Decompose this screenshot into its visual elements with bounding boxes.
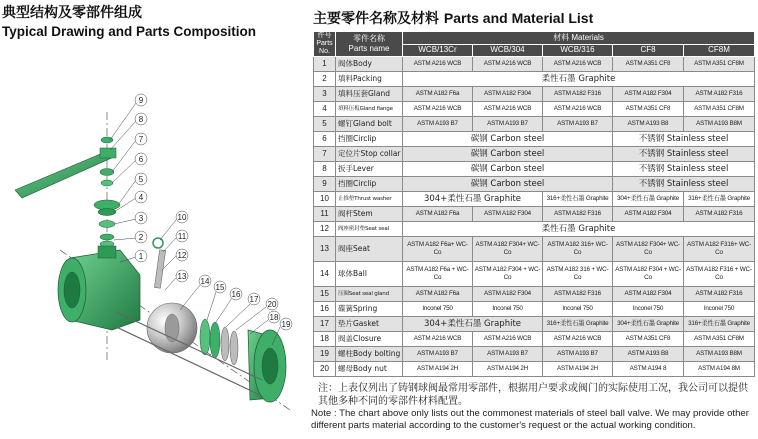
material-cell: ASTM A182 F316 + WC-Co — [684, 262, 755, 287]
material-cell: ASTM A182 F304+ WC-Co — [613, 237, 684, 262]
part-no: 1 — [314, 57, 336, 72]
part-no: 7 — [314, 147, 336, 162]
part-name: 填料压板Gland flange — [336, 102, 403, 117]
exploded-valve-drawing — [0, 80, 300, 430]
table-row — [314, 287, 755, 302]
table-row — [314, 332, 755, 347]
material-cell: ASTM A182 F6a — [403, 87, 473, 102]
material-cell: Inconel 750 — [473, 302, 543, 317]
material-cell-merged: 不锈钢 Stainless steel — [613, 162, 755, 177]
material-cell: 316+柔性石墨 Graphite — [684, 317, 755, 332]
material-cell: ASTM A216 WCB — [543, 57, 613, 72]
part-name: 碟簧Spring — [336, 302, 403, 317]
material-cell: 316+柔性石墨 Graphite — [543, 317, 613, 332]
material-cell-merged: 304+柔性石墨 Graphite — [403, 192, 543, 207]
drawing-title-en: Typical Drawing and Parts Composition — [2, 24, 257, 39]
part-no: 14 — [314, 262, 336, 287]
header-materials: 材料 Materials — [403, 32, 755, 45]
header-parts-no-en2: No. — [319, 48, 330, 55]
part-name: 填料压套Gland — [336, 87, 403, 102]
material-cell-merged: 柔性石墨 Graphite — [403, 222, 755, 237]
material-cell: ASTM A182 F304 — [473, 287, 543, 302]
header-parts-no-cn: 件号 — [317, 32, 332, 39]
part-no: 15 — [314, 287, 336, 302]
callout-11-label: 11 — [177, 232, 187, 241]
material-cell-merged: 不锈钢 Stainless steel — [613, 177, 755, 192]
header-grade-wcb-304: WCB/304 — [473, 44, 543, 57]
table-row — [314, 222, 755, 237]
material-cell: ASTM A194 2H — [403, 362, 473, 377]
part-no: 20 — [314, 362, 336, 377]
part-no: 18 — [314, 332, 336, 347]
part-no: 10 — [314, 192, 336, 207]
header-grade-wcb-13cr: WCB/13Cr — [403, 44, 473, 57]
material-cell: ASTM A216 WCB — [543, 332, 613, 347]
material-cell: ASTM A193 B7 — [473, 347, 543, 362]
material-cell: ASTM A182 F304 — [613, 87, 684, 102]
material-cell: ASTM A216 WCB — [543, 102, 613, 117]
material-cell: ASTM A216 WCB — [403, 57, 473, 72]
part-no: 17 — [314, 317, 336, 332]
part-name: 螺母Body nut — [336, 362, 403, 377]
material-cell: ASTM A193 B8M — [684, 347, 755, 362]
callout-15-label: 15 — [215, 283, 225, 292]
table-row — [314, 87, 755, 102]
callout-16-label: 16 — [231, 290, 241, 299]
part-no: 12 — [314, 222, 336, 237]
material-cell: ASTM A216 WCB — [473, 57, 543, 72]
material-cell: ASTM A194 2H — [543, 362, 613, 377]
material-cell: ASTM A182 F6a — [403, 207, 473, 222]
material-cell-merged: 碳钢 Carbon steel — [403, 147, 613, 162]
material-cell: ASTM A182 F304 — [613, 287, 684, 302]
part-name: 阀座Seat — [336, 237, 403, 262]
part-no: 13 — [314, 237, 336, 262]
part-name: 挡圈Circlip — [336, 132, 403, 147]
part-name: 螺钉Gland bolt — [336, 117, 403, 132]
material-cell: ASTM A182 F316 — [543, 207, 613, 222]
material-cell: ASTM A193 B7 — [403, 117, 473, 132]
parts-table-title-en: Parts and Material List — [443, 10, 594, 26]
table-row — [314, 207, 755, 222]
part-name: 填料Packing — [336, 72, 403, 87]
part-name: 压圈Seat seal gland — [336, 287, 403, 302]
table-row — [314, 237, 755, 262]
callout-8-label: 8 — [138, 115, 144, 124]
part-no: 6 — [314, 132, 336, 147]
material-cell: 316+柔性石墨 Graphite — [543, 192, 613, 207]
material-cell: Inconel 750 — [613, 302, 684, 317]
part-name: 阀座密封垫Seat seal — [336, 222, 403, 237]
material-cell-merged: 碳钢 Carbon steel — [403, 132, 613, 147]
part-name: 阀体Body — [336, 57, 403, 72]
parts-table-title — [313, 8, 593, 28]
material-cell: ASTM A193 B7 — [543, 347, 613, 362]
material-cell: Inconel 750 — [403, 302, 473, 317]
note-cn: 注：上表仅列出了铸钢球阀最常用零部件，根据用户要求或阀门的实际使用工况，我公司可以提供其他多种不同的零部件材料配置。 — [318, 383, 748, 407]
material-cell: ASTM A182 316 + WC-Co — [543, 262, 613, 287]
part-name: 止推垫Thrust washer — [336, 192, 403, 207]
material-cell: 304+柔性石墨 Graphite — [613, 317, 684, 332]
part-no: 16 — [314, 302, 336, 317]
material-cell: ASTM A351 CF8 — [613, 57, 684, 72]
material-cell: ASTM A182 F304 — [613, 207, 684, 222]
callout-1-label: 1 — [138, 252, 144, 261]
header-parts-name — [336, 32, 403, 57]
part-no: 19 — [314, 347, 336, 362]
material-cell: ASTM A216 WCB — [473, 102, 543, 117]
material-cell-merged: 柔性石墨 Graphite — [403, 72, 755, 87]
callout-12-label: 12 — [177, 251, 187, 260]
callout-18-label: 18 — [269, 313, 279, 322]
note-en: Note : The chart above only lists out the commonest materials of steel ball valve. We may provide other different parts material according to the customer's request or the actual working condition. — [311, 408, 749, 431]
part-name: 定位片Stop collar — [336, 147, 403, 162]
material-cell: ASTM A182 F304 + WC-Co — [473, 262, 543, 287]
header-grade-wcb-316: WCB/316 — [543, 44, 613, 57]
header-parts-no-en1: Parts — [316, 40, 333, 47]
table-row — [314, 72, 755, 87]
material-cell: ASTM A193 B8 — [613, 347, 684, 362]
table-row — [314, 362, 755, 377]
parts-material-table — [313, 31, 755, 377]
part-name: 阀盖Closure — [336, 332, 403, 347]
parts-table-title-cn: 主要零件名称及材料 — [313, 11, 439, 27]
part-name: 扳手Lever — [336, 162, 403, 177]
part-name: 垫片Gasket — [336, 317, 403, 332]
material-cell: ASTM A182 F6a+ WC-Co — [403, 237, 473, 262]
material-cell: ASTM A194 8M — [684, 362, 755, 377]
part-name: 阀杆Stem — [336, 207, 403, 222]
table-row — [314, 177, 755, 192]
material-cell-merged: 不锈钢 Stainless steel — [613, 132, 755, 147]
header-parts-name-en: Parts name — [348, 44, 390, 53]
callout-2-label: 2 — [138, 233, 144, 242]
header-grade-cf8: CF8 — [613, 44, 684, 57]
table-row — [314, 117, 755, 132]
part-no: 4 — [314, 102, 336, 117]
table-row — [314, 317, 755, 332]
material-cell: ASTM A182 F316 — [684, 287, 755, 302]
material-cell: ASTM A182 F316 — [543, 87, 613, 102]
table-row — [314, 132, 755, 147]
material-cell: ASTM A216 WCB — [403, 332, 473, 347]
part-no: 9 — [314, 177, 336, 192]
part-no: 11 — [314, 207, 336, 222]
table-row — [314, 302, 755, 317]
material-cell: ASTM A182 F304 — [473, 207, 543, 222]
callout-10-label: 10 — [177, 213, 187, 222]
part-name: 螺柱Body bolting — [336, 347, 403, 362]
material-cell: ASTM A193 B7 — [473, 117, 543, 132]
table-row — [314, 347, 755, 362]
material-cell-merged: 不锈钢 Stainless steel — [613, 147, 755, 162]
material-cell: ASTM A182 F316 — [684, 207, 755, 222]
part-no: 5 — [314, 117, 336, 132]
material-cell: ASTM A182 F6a — [403, 287, 473, 302]
material-cell: ASTM A193 B7 — [543, 117, 613, 132]
material-cell: Inconel 750 — [543, 302, 613, 317]
callout-7-label: 7 — [138, 135, 144, 144]
material-cell: Inconel 750 — [684, 302, 755, 317]
part-name: 挡圈Circlip — [336, 177, 403, 192]
material-cell: ASTM A182 F304+ WC-Co — [473, 237, 543, 262]
material-cell: ASTM A351 CF8 — [613, 332, 684, 347]
material-cell: ASTM A216 WCB — [473, 332, 543, 347]
material-cell: ASTM A193 B7 — [403, 347, 473, 362]
header-parts-no — [314, 32, 336, 57]
material-cell: ASTM A182 F6a + WC-Co — [403, 262, 473, 287]
callout-4-label: 4 — [138, 193, 144, 202]
callout-6-label: 6 — [138, 155, 144, 164]
material-cell: ASTM A216 WCB — [403, 102, 473, 117]
material-cell-merged: 碳钢 Carbon steel — [403, 162, 613, 177]
material-cell: 304+柔性石墨 Graphite — [613, 192, 684, 207]
material-cell: ASTM A182 F316 — [684, 87, 755, 102]
drawing-title-cn: 典型结构及零部件组成 — [2, 5, 142, 21]
header-grade-cf8m: CF8M — [684, 44, 755, 57]
closure — [248, 330, 286, 402]
material-cell: 316+柔性石墨 Graphite — [684, 192, 755, 207]
material-cell: ASTM A182 F304 — [473, 87, 543, 102]
material-cell: ASTM A351 CF8M — [684, 102, 755, 117]
callout-17-label: 17 — [249, 295, 259, 304]
material-cell: ASTM A194 8 — [613, 362, 684, 377]
material-cell: ASTM A182 316+ WC-Co — [543, 237, 613, 262]
part-no: 2 — [314, 72, 336, 87]
material-cell: ASTM A193 B8M — [684, 117, 755, 132]
material-cell: ASTM A351 CF8 — [613, 102, 684, 117]
table-row — [314, 147, 755, 162]
material-cell-merged: 碳钢 Carbon steel — [403, 177, 613, 192]
part-no: 8 — [314, 162, 336, 177]
table-row — [314, 262, 755, 287]
part-no: 3 — [314, 87, 336, 102]
table-row — [314, 57, 755, 72]
callout-5-label: 5 — [138, 175, 144, 184]
callout-9-label: 9 — [138, 96, 144, 105]
header-parts-name-cn: 零件名称 — [353, 34, 385, 43]
callout-19-label: 19 — [281, 320, 291, 329]
material-cell: ASTM A193 B8 — [613, 117, 684, 132]
material-cell: ASTM A182 F304 + WC-Co — [613, 262, 684, 287]
part-name: 球体Ball — [336, 262, 403, 287]
callout-13-label: 13 — [177, 272, 187, 281]
material-cell: ASTM A351 CF8M — [684, 332, 755, 347]
callout-3-label: 3 — [138, 214, 144, 223]
callout-14-label: 14 — [200, 277, 210, 286]
table-row — [314, 102, 755, 117]
material-cell-merged: 304+柔性石墨 Graphite — [403, 317, 543, 332]
material-cell: ASTM A351 CF8M — [684, 57, 755, 72]
table-row — [314, 192, 755, 207]
material-cell: ASTM A182 F316+ WC-Co — [684, 237, 755, 262]
table-row — [314, 162, 755, 177]
callout-20-label: 20 — [267, 300, 277, 309]
material-cell: ASTM A182 F316 — [543, 287, 613, 302]
material-cell: ASTM A194 2H — [473, 362, 543, 377]
